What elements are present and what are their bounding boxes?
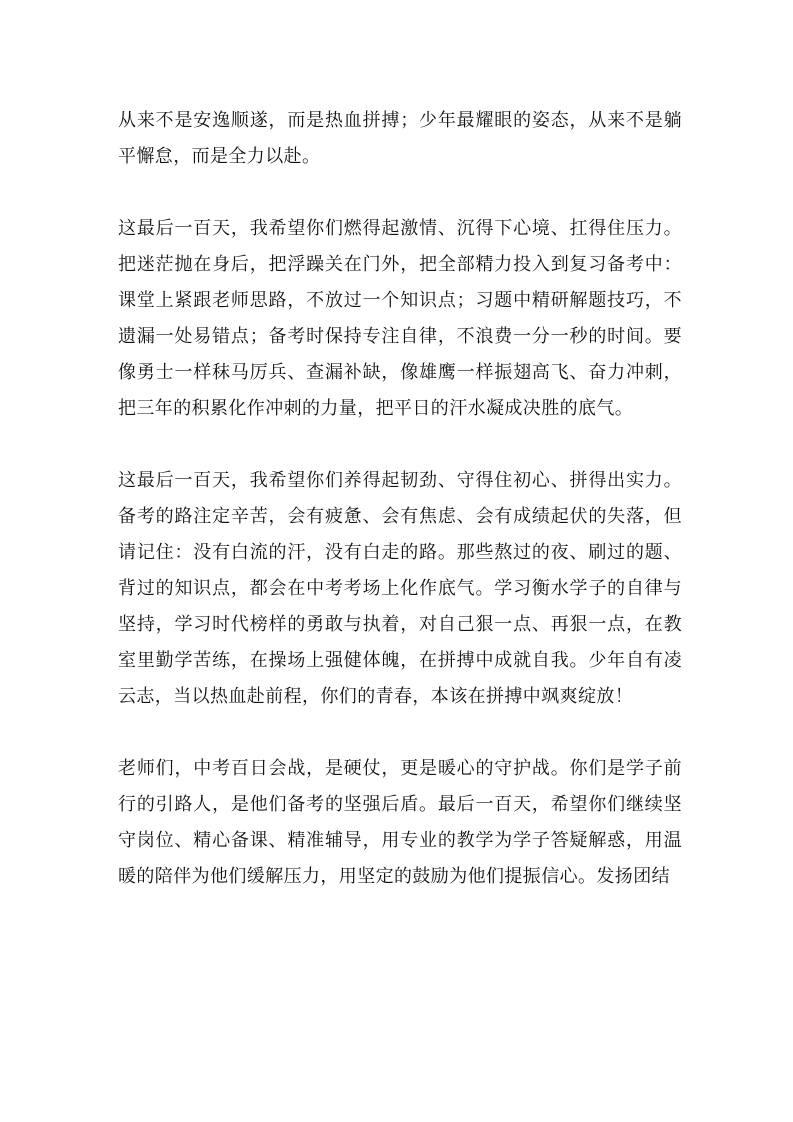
paragraph-1: 从来不是安逸顺遂，而是热血拼搏；少年最耀眼的姿态，从来不是躺平懈怠，而是全力以赴。	[118, 110, 682, 167]
paragraph-4: 老师们，中考百日会战，是硬仗，更是暖心的守护战。你们是学子前行的引路人，是他们备考的坚强后盾。最后一百天，希望你们继续坚守岗位、精心备课、精准辅导，用专业的教学为学子答疑解惑，用温暖的陪伴为他们缓解压力，用坚定的鼓励为他们提振信心。发扬团结	[118, 758, 682, 887]
paragraph-3: 这最后一百天，我希望你们养得起韧劲、守得住初心、拼得出实力。备考的路注定辛苦，会有疲惫、会有焦虑、会有成绩起伏的失落，但请记住：没有白流的汗，没有白走的路。那些熬过的夜、刷过的题、背过的知识点，都会在中考考场上化作底气。学习衡水学子的自律与坚持，学习时代榜样的勇敢与执着，对自己狠一点、再狠一点，在教室里勤学苦练，在操场上强健体魄，在拼搏中成就自我。少年自有凌云志，当以热血赴前程，你们的青春，本该在拼搏中飒爽绽放！	[118, 470, 682, 707]
document-body	[118, 103, 682, 895]
paragraph-2: 这最后一百天，我希望你们燃得起激情、沉得下心境、扛得住压力。把迷茫抛在身后，把浮躁关在门外，把全部精力投入到复习备考中：课堂上紧跟老师思路，不放过一个知识点；习题中精研解题技巧，不遗漏一处易错点；备考时保持专注自律，不浪费一分一秒的时间。要像勇士一样秣马厉兵、查漏补缺，像雄鹰一样振翅高飞、奋力冲刺，把三年的积累化作冲刺的力量，把平日的汗水凝成决胜的底气。	[118, 218, 682, 419]
